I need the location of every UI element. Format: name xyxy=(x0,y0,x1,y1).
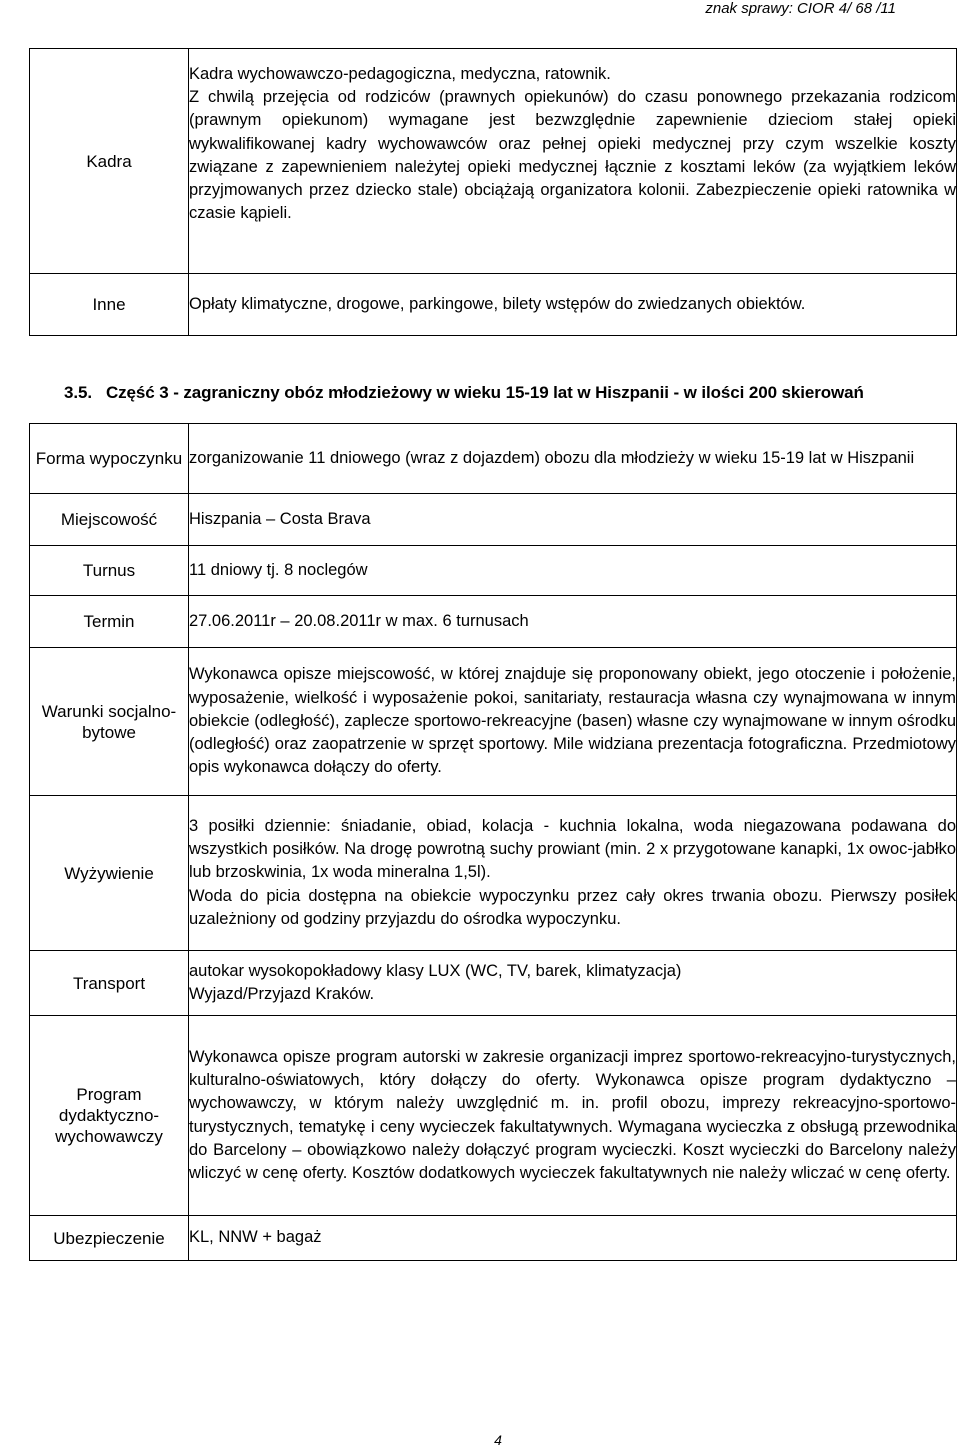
paragraph: Kadra wychowawczo-pedagogiczna, medyczna, ratownik. xyxy=(189,65,611,83)
table-row xyxy=(30,494,957,546)
row-value-inne xyxy=(189,274,957,336)
table-staff-other xyxy=(29,48,957,336)
row-value-wyzywienie xyxy=(189,796,957,951)
table-row xyxy=(30,648,957,796)
row-label-termin: Termin xyxy=(30,596,189,648)
row-value-forma xyxy=(189,424,957,494)
section-number: 3.5. xyxy=(64,383,92,402)
section-title: Część 3 - zagraniczny obóz młodzieżowy w wieku 15-19 lat w Hiszpanii - w ilości 200 skierowań xyxy=(105,383,864,402)
table-row xyxy=(30,1216,957,1261)
row-label-transport: Transport xyxy=(30,951,189,1016)
table-camp-details xyxy=(29,423,957,1261)
row-label-program: Program dydaktyczno- wychowawczy xyxy=(30,1016,189,1216)
paragraph: Opłaty klimatyczne, drogowe, parkingowe, bilety wstępów do zwiedzanych obiektów. xyxy=(189,294,806,313)
paragraph: zorganizowanie 11 dniowego (wraz z dojazdem) obozu dla młodzieży w wieku 15-19 lat w Hiszpanii xyxy=(189,448,915,467)
paragraph: 3 posiłki dziennie: śniadanie, obiad, kolacja - kuchnia lokalna, woda niegazowana podawana do wszystkich posiłków. Na drogę powrotną suchy prowiant (min. 2 x przygotowane kanapki, 1x owoc-jabłko lub brzoskwinia, 1x woda mineralna 1,5l). xyxy=(189,816,956,882)
row-value-termin xyxy=(189,596,957,648)
case-number: znak sprawy: CIOR 4/ 68 /11 xyxy=(705,0,896,17)
row-label-wyzywienie: Wyżywienie xyxy=(30,796,189,951)
paragraph: 27.06.2011r – 20.08.2011r w max. 6 turnusach xyxy=(189,611,529,630)
row-label-forma: Forma wypoczynku xyxy=(30,424,189,494)
row-value-kadra xyxy=(189,49,957,274)
paragraph: Z chwilą przejęcia od rodziców (prawnych opiekunów) do czasu ponownego przekazania rodzicom (prawnym opiekunom) wymagane jest bezwzględnie zapewnienie dzieciom stałej opieki wykwalifikowanej kadry wychowawców oraz pełnej opieki medycznej przy czym wszelkie koszty związane z zapewnieniem należytej opieki medycznej łącznie z kosztami leków (za wyjątkiem leków przyjmowanych przez dziecko stale) obciążają organizatora kolonii. Zabezpieczenie opieki ratownika w czasie kąpieli. xyxy=(189,88,956,223)
paragraph: Wykonawca opisze miejscowość, w której znajduje się proponowany obiekt, jego otoczenie i położenie, wyposażenie, wielkość i wyposażenie pokoi, sanitariaty, restauracja własna czy wynajmowana w innym obiekcie (odległość), zaplecze sportowo-rekreacyjne (basen) własne czy wynajmowane w innym ośrodku (odległość) oraz zaopatrzenie w sprzęt sportowy. Mile widziana prezentacja fotograficzna. Przedmiotowy opis wykonawca dołączy do oferty. xyxy=(189,665,956,777)
row-label-inne: Inne xyxy=(30,274,189,336)
row-value-transport xyxy=(189,951,957,1016)
paragraph: 11 dniowy tj. 8 noclegów xyxy=(189,560,368,579)
row-value-warunki xyxy=(189,648,957,796)
row-label-kadra: Kadra xyxy=(30,49,189,274)
table-row xyxy=(30,596,957,648)
row-label-ubezpieczenie: Ubezpieczenie xyxy=(30,1216,189,1261)
paragraph: Wyjazd/Przyjazd Kraków. xyxy=(189,985,375,1003)
table-row xyxy=(30,796,957,951)
row-label-miejscowosc: Miejscowość xyxy=(30,494,189,546)
table-row xyxy=(30,546,957,596)
section-heading xyxy=(64,383,864,403)
row-value-program xyxy=(189,1016,957,1216)
paragraph: Hiszpania – Costa Brava xyxy=(189,509,371,528)
row-value-turnus xyxy=(189,546,957,596)
paragraph: Woda do picia dostępna na obiekcie wypoczynku przez cały okres trwania obozu. Pierwszy posiłek uzależniony od godziny przyjazdu do ośrodka wypoczynku. xyxy=(189,886,956,928)
table-row xyxy=(30,951,957,1016)
row-value-miejscowosc xyxy=(189,494,957,546)
paragraph: KL, NNW + bagaż xyxy=(189,1228,322,1247)
row-value-ubezpieczenie xyxy=(189,1216,957,1261)
row-label-warunki: Warunki socjalno- bytowe xyxy=(30,648,189,796)
paragraph: Wykonawca opisze program autorski w zakresie organizacji imprez sportowo-rekreacyjno-turystycznych, kulturalno-oświatowych, który dołączy do oferty. Wykonawca opisze program dydaktyczno – wychowawczy, w którym należy uwzględnić m. in. profil obozu, imprezy rekreacyjno-sportowo-turystycznych, tematykę i ceny wycieczek fakultatywnych. Wymagana wycieczka z obsługą przewodnika do Barcelony – obowiązkowo należy dołączyć program wycieczki. Koszt wycieczki do Barcelony należy wliczyć w cenę oferty. Kosztów dodatkowych wycieczek fakultatywnych nie należy wliczać w cenę oferty. xyxy=(189,1047,956,1182)
table-row xyxy=(30,1016,957,1216)
table-row xyxy=(30,424,957,494)
page-number: 4 xyxy=(494,1432,502,1448)
paragraph: autokar wysokopokładowy klasy LUX (WC, TV, barek, klimatyzacja) xyxy=(189,961,682,980)
row-label-turnus: Turnus xyxy=(30,546,189,596)
table-row xyxy=(30,49,957,274)
table-row xyxy=(30,274,957,336)
